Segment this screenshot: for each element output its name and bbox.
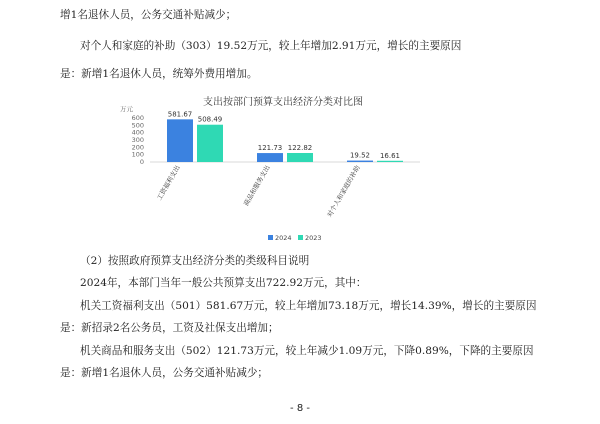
data-label: 16.61 [379, 151, 401, 160]
data-label: 581.67 [167, 110, 193, 119]
bar-2023-2 [287, 153, 313, 162]
bar-chart [118, 93, 448, 245]
category-label: 商品和服务支出 [242, 164, 272, 208]
paragraph-line: （2）按照政府预算支出经济分类的类级科目说明 [80, 255, 310, 267]
bar-2024-1 [167, 119, 193, 162]
paragraph-line: 对个人和家庭的补助（303）19.52万元，较上年增加2.91万元，增长的主要原因 [80, 40, 462, 52]
paragraph-line: 机关工资福利支出（501）581.67万元，较上年增加73.18万元，增长14.39%，增长的主要原因 [80, 300, 537, 312]
y-tick-label: 0 [139, 158, 144, 166]
data-label: 122.82 [287, 143, 313, 152]
paragraph-line: 机关商品和服务支出（502）121.73万元，较上年减少1.09万元，下降0.89%，下降的主要原因 [80, 345, 534, 357]
page-number: - 8 - [290, 403, 310, 414]
y-axis-label: 万元 [120, 105, 133, 113]
paragraph-line: 是：新增1名退休人员，公务交通补贴减少； [60, 367, 269, 379]
category-label: 工资福利支出 [155, 164, 182, 202]
paragraph-line: 增1名退休人员，公务交通补贴减少； [60, 9, 237, 21]
legend-swatch [268, 235, 273, 240]
y-tick-label: 600 [131, 114, 144, 122]
bar-2024-2 [257, 153, 283, 162]
bar-2023-3 [377, 161, 403, 162]
data-label: 19.52 [349, 151, 371, 160]
y-tick-label: 200 [131, 143, 144, 152]
y-tick-label: 400 [131, 128, 144, 137]
category-label: 对个人和家庭的补助 [325, 164, 362, 219]
bar-2023-1 [197, 125, 223, 162]
y-tick-label: 300 [131, 136, 144, 144]
data-label: 508.49 [197, 115, 223, 124]
paragraph-line: 2024年，本部门当年一般公共预算支出722.92万元，其中： [80, 277, 367, 289]
bar-2024-3 [347, 161, 373, 162]
legend-swatch [298, 235, 303, 240]
legend-label: 2023 [305, 234, 322, 242]
y-tick-label: 500 [131, 121, 144, 130]
legend-label: 2024 [275, 234, 292, 242]
chart-title: 支出按部门预算支出经济分类对比图 [203, 97, 363, 108]
paragraph-line: 是：新增1名退休人员，统筹外费用增加。 [60, 68, 258, 80]
data-label: 121.73 [257, 144, 283, 153]
y-tick-label: 100 [131, 150, 144, 159]
paragraph-line: 是：新招录2名公务员，工资及社保支出增加； [60, 322, 279, 334]
